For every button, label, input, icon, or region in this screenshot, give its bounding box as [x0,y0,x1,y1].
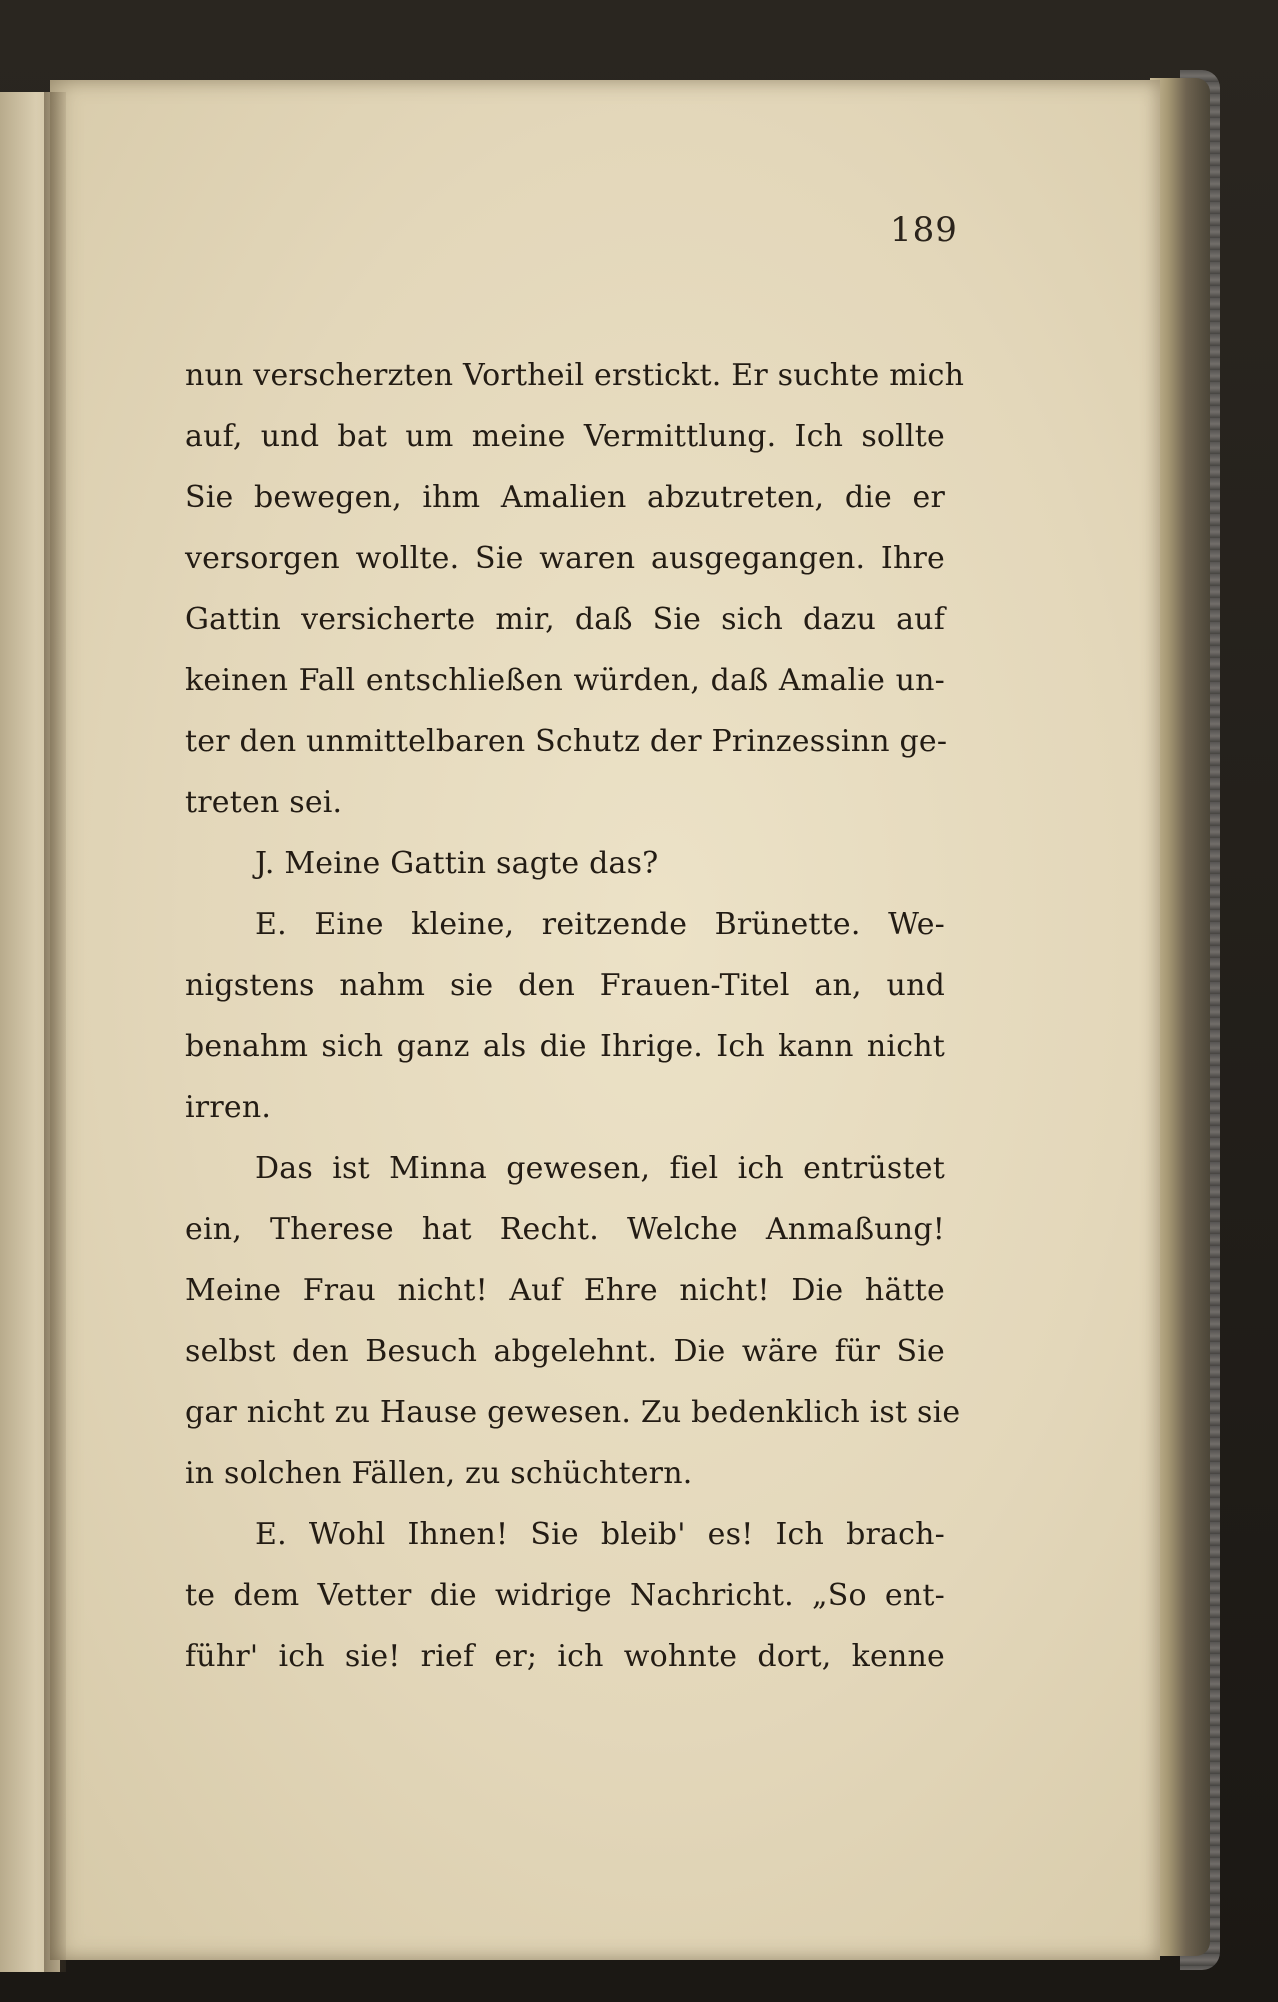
text-line: nun verscherzten Vortheil erstickt. Er suchte mich [185,358,965,393]
page-number: 189 [890,210,958,250]
page-text [185,345,965,1687]
text-line: Meine Frau nicht! Auf Ehre nicht! Die hätte [185,1273,945,1308]
text-line: irren. [185,1090,272,1125]
text-line: te dem Vetter die widrige Nachricht. „So ent- [185,1578,945,1613]
text-line: Gattin versicherte mir, daß Sie sich dazu auf [185,602,945,637]
text-line: treten sei. [185,785,343,820]
text-line: in solchen Fällen, zu schüchtern. [185,1456,693,1491]
text-line: E. Eine kleine, reitzende Brünette. We- [255,907,945,942]
text-line: J. Meine Gattin sagte das? [255,846,659,881]
text-line: ter den unmittelbaren Schutz der Prinzessinn ge- [185,724,948,759]
text-line: benahm sich ganz als die Ihrige. Ich kann nicht [185,1029,945,1064]
text-line: führ' ich sie! rief er; ich wohnte dort, kenne [185,1639,945,1674]
text-line: gar nicht zu Hause gewesen. Zu bedenklich ist sie [185,1395,961,1430]
text-line: Sie bewegen, ihm Amalien abzutreten, die er [185,480,945,515]
text-line: Das ist Minna gewesen, fiel ich entrüstet [255,1151,945,1186]
text-line: selbst den Besuch abgelehnt. Die wäre für Sie [185,1334,945,1369]
text-line: versorgen wollte. Sie waren ausgegangen. Ihre [185,541,945,576]
text-line: keinen Fall entschließen würden, daß Amalie un- [185,663,945,698]
text-line: auf, und bat um meine Vermittlung. Ich sollte [185,419,945,454]
text-line: ein, Therese hat Recht. Welche Anmaßung! [185,1212,945,1247]
text-line: nigstens nahm sie den Frauen-Titel an, und [185,968,945,1003]
book-gutter [44,92,66,1972]
text-line: E. Wohl Ihnen! Sie bleib' es! Ich brach- [255,1517,945,1552]
